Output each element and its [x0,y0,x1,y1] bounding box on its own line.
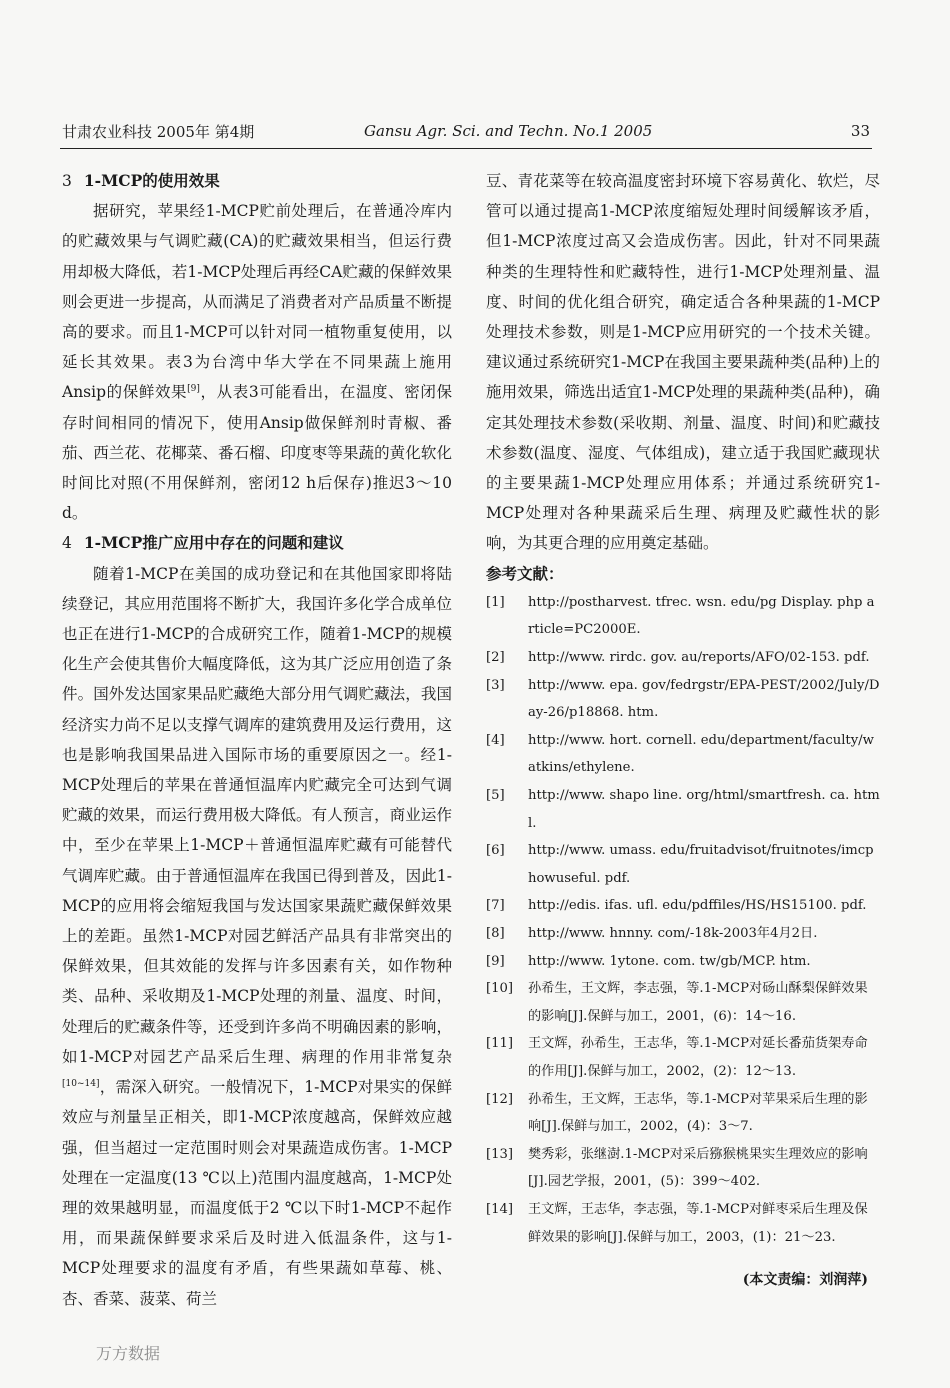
reference-item [486,892,880,920]
section-heading-3 [62,166,452,196]
reference-item [486,1086,880,1141]
section-heading-4 [62,528,452,558]
reference-number: [3] [486,677,505,693]
reference-item [486,1141,880,1196]
right-column [486,166,880,1295]
reference-list [486,589,880,1251]
paragraph: 豆、青花菜等在较高温度密封环境下容易黄化、软烂，尽管可以通过提高1-MCP浓度缩短处理时间缓解该矛盾，但1-MCP浓度过高又会造成伤害。因此，针对不同果蔬种类的生理特性和贮藏特性，进行1-MCP处理剂量、温度、时间的优化组合研究，确定适合各种果蔬的1-MCP处理技术参数，则是1-MCP应用研究的一个技术关键。建议通过系统研究1-MCP在我国主要果蔬种类(品种)上的施用效果，筛选出适宜1-MCP处理的果蔬种类(品种)，确定其处理技术参数(采收期、剂量、温度、时间)和贮藏技术参数(温度、湿度、气体组成)，建立适于我国贮藏现状的主要果蔬1-MCP处理应用体系；并通过系统研究1-MCP处理对各种果蔬采后生理、病理及贮藏性状的影响，为其更合理的应用奠定基础。 [486,172,880,553]
section-number: 3 [62,172,72,190]
paragraph [62,196,452,528]
reference-item [486,727,880,782]
reference-number: [11] [486,1036,514,1052]
reference-item [486,1196,880,1251]
reference-item [486,1030,880,1085]
section-number: 4 [62,534,72,553]
reference-number: [7] [486,898,505,914]
reference-item [486,644,880,672]
reference-number: [8] [486,925,505,941]
reference-text[interactable]: http://www. umass. edu/fruitadvisot/fruitnotes/imcphowuseful. pdf. [528,843,874,886]
left-column [62,166,452,1314]
journal-name-en: Gansu Agr. Sci. and Techn. No.1 2005 [364,122,653,140]
reference-text[interactable]: http://www. hnnny. com/-18k-2003年4月2日. [528,925,818,941]
reference-item [486,975,880,1030]
journal-name-cn: 甘肃农业科技 2005年 第4期 [62,122,255,141]
reference-number: [14] [486,1201,514,1217]
paragraph [62,559,452,1314]
reference-text[interactable]: http://postharvest. tfrec. wsn. edu/pg Display. php article=PC2000E. [528,594,875,638]
reference-text[interactable]: http://edis. ifas. ufl. edu/pdffiles/HS/HS15100. pdf. [528,898,867,914]
reference-text[interactable]: http://www. 1ytone. com. tw/gb/MCP. htm. [528,953,811,969]
section-title: 1-MCP推广应用中存在的问题和建议 [83,533,344,553]
section-title: 1-MCP的使用效果 [83,171,220,190]
reference-item [486,589,880,644]
reference-item [486,837,880,892]
reference-text: 孙希生，王文辉，李志强，等.1-MCP对砀山酥梨保鲜效果的影响[J].保鲜与加工，2001，(6)：14～16. [528,981,868,1024]
reference-text: 孙希生，王文辉，王志华，等.1-MCP对苹果采后生理的影响[J].保鲜与加工，2002，(4)：3～7. [528,1091,868,1135]
reference-text: 王文辉，孙希生，王志华，等.1-MCP对延长番茄货架寿命的作用[J].保鲜与加工，2002，(2)：12～13. [528,1036,868,1079]
reference-item [486,782,880,837]
reference-text: 王文辉，王志华，李志强，等.1-MCP对鲜枣采后生理及保鲜效果的影响[J].保鲜与加工，2003，(1)：21～23. [528,1201,868,1245]
reference-number: [2] [486,650,505,666]
reference-item [486,672,880,727]
references-heading: 参考文献： [486,563,564,583]
reference-number: [9] [486,953,505,969]
citation: [9] [187,384,200,395]
header-rule [60,148,872,149]
reference-text[interactable]: http://www. shapo line. org/html/smartfresh. ca. html. [528,788,880,831]
running-header [62,118,870,144]
paragraph-text: ，从表3可能看出，在温度、密闭保存时间相同的情况下，使用Ansip做保鲜剂时青椒、番茄、西兰花、花椰菜、番石榴、印度枣等果蔬的黄化软化时间比对照(不用保鲜剂，密闭12 h后保存)推迟3～10 d。 [62,383,452,523]
page-number: 33 [850,122,870,140]
reference-number: [1] [486,594,505,610]
reference-number: [6] [486,843,505,859]
reference-text[interactable]: http://www. hort. cornell. edu/department/faculty/watkins/ethylene. [528,732,874,776]
reference-item [486,920,880,948]
watermark: 万方数据 [96,1344,161,1363]
editor-note: (本文责编：刘润萍) [742,1272,868,1289]
paragraph-text: ，需深入研究。一般情况下，1-MCP对果实的保鲜效应与剂量呈正相关，即1-MCP浓度越高，保鲜效应越强，但当超过一定范围时则会对果蔬造成伤害。1-MCP处理在一定温度(13 ℃以上)范围内温度越高，1-MCP处理的效果越明显，而温度低于2 ℃以下时1-MCP不起作用，而果蔬保鲜要求采后及时进入低温条件，这与1-MCP处理要求的温度有矛盾，有些果蔬如草莓、桃、杏、香菜、菠菜、荷兰 [62,1078,452,1308]
paragraph-text: 随着1-MCP在美国的成功登记和在其他国家即将陆续登记，其应用范围将不断扩大，我国许多化学合成单位也正在进行1-MCP的合成研究工作，随着1-MCP的规模化生产会使其售价大幅度降低，这为其广泛应用创造了条件。国外发达国家果品贮藏绝大部分用气调贮藏法，我国经济实力尚不足以支撑气调库的建筑费用及运行费用，这也是影响我国果品进入国际市场的重要原因之一。经1-MCP处理后的苹果在普通恒温库内贮藏完全可达到气调贮藏的效果，而运行费用极大降低。有人预言，商业运作中，至少在苹果上1-MCP＋普通恒温库贮藏有可能替代气调库贮藏。由于普通恒温库在我国已得到普及，因此1-MCP的应用将会缩短我国与发达国家果蔬贮藏保鲜效果上的差距。虽然1-MCP对园艺鲜活产品具有非常突出的保鲜效果，但其效能的发挥与许多因素有关，如作物种类、品种、采收期及1-MCP处理的剂量、温度、时间，处理后的贮藏条件等，还受到许多尚不明确因素的影响，如1-MCP对园艺产品采后生理、病理的作用非常复杂 [62,564,452,1066]
reference-number: [4] [486,732,505,748]
citation: [10~14] [62,1078,100,1089]
reference-number: [5] [486,788,505,803]
reference-text: 樊秀彩，张继澍.1-MCP对采后猕猴桃果实生理效应的影响[J].园艺学报，2001，(5)：399～402. [528,1146,868,1190]
reference-text[interactable]: http://www. rirdc. gov. au/reports/AFO/02-153. pdf. [528,650,870,666]
reference-text[interactable]: http://www. epa. gov/fedrgstr/EPA-PEST/2002/July/Day-26/p18868. htm. [528,677,880,721]
reference-item [486,948,880,976]
paragraph-text: 据研究，苹果经1-MCP贮前处理后，在普通冷库内的贮藏效果与气调贮藏(CA)的贮藏效果相当，但运行费用却极大降低，若1-MCP处理后再经CA贮藏的保鲜效果则会更进一步提高，从而满足了消费者对产品质量不断提高的要求。而且1-MCP可以针对同一植物重复使用，以延长其效果。表3为台湾中华大学在不同果蔬上施用Ansip的保鲜效果 [62,202,452,402]
reference-number: [10] [486,981,514,997]
reference-number: [13] [486,1146,514,1162]
reference-number: [12] [486,1091,514,1107]
